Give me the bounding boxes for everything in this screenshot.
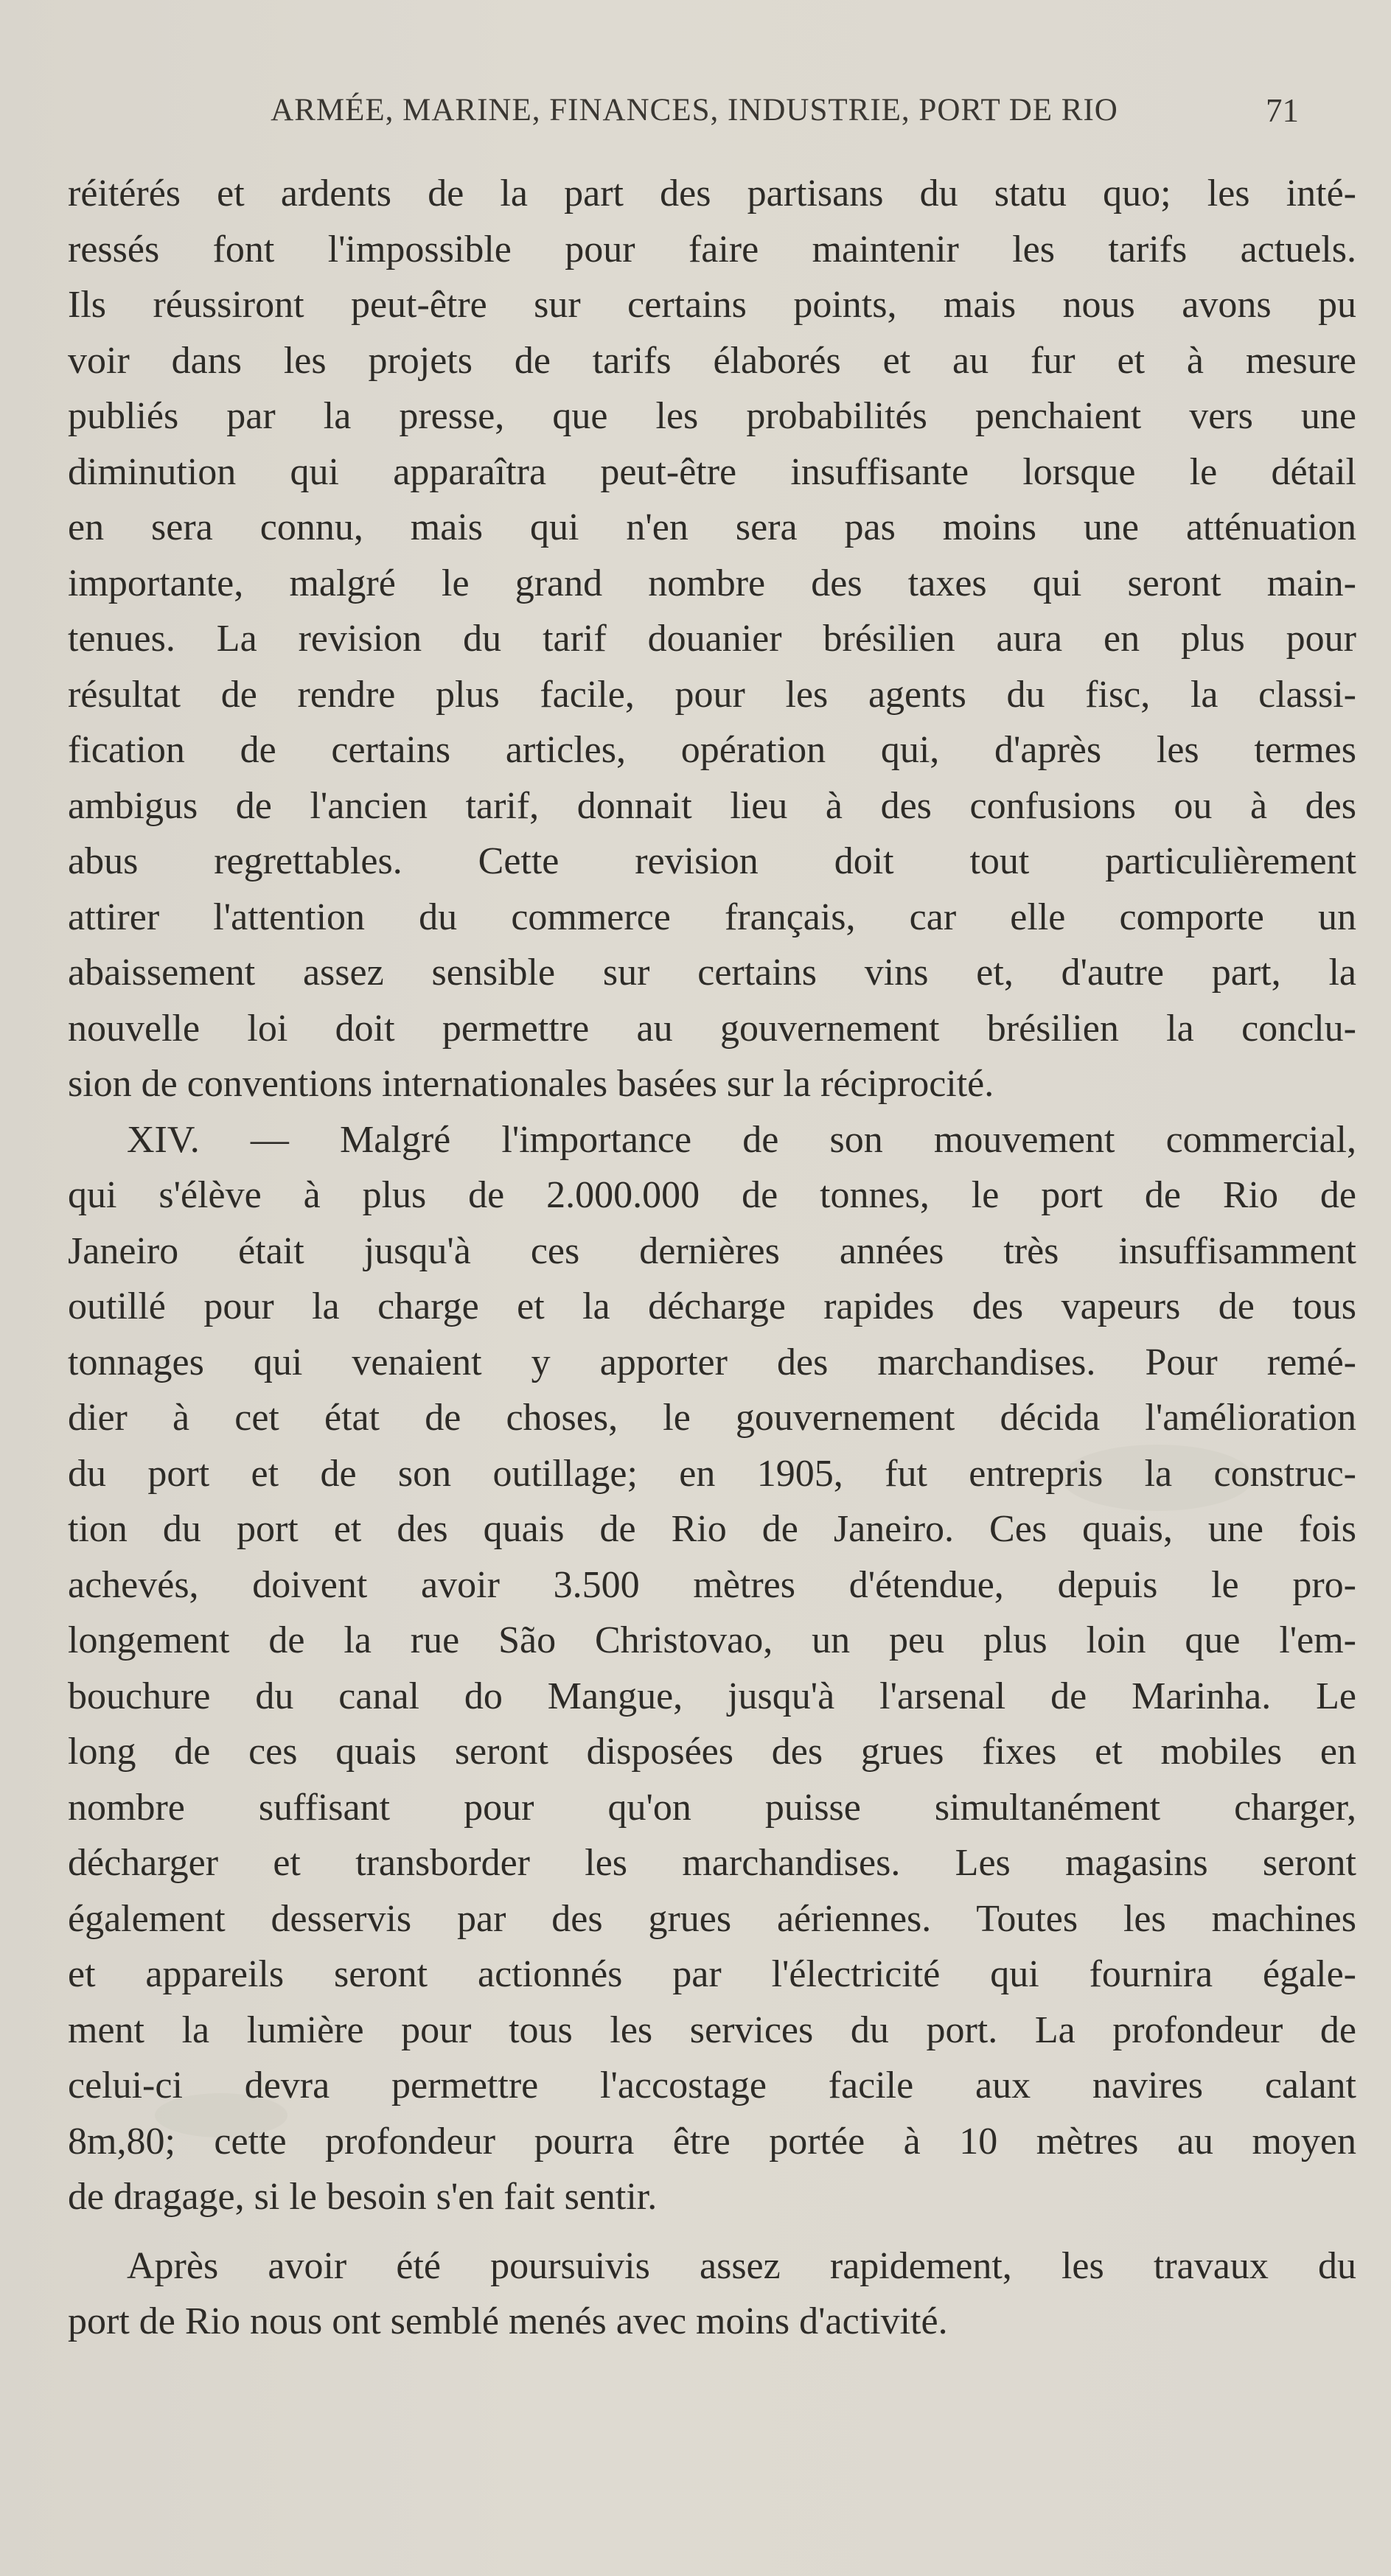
text-line: ressés font l'impossible pour faire maintenir les tarifs actuels. <box>68 228 1356 270</box>
text-body <box>68 166 1356 2350</box>
running-head <box>68 88 1321 133</box>
text-line: ment la lumière pour tous les services du port. La profondeur de <box>68 2008 1356 2051</box>
text-line: nouvelle loi doit permettre au gouvernement brésilien la conclu- <box>68 1007 1356 1050</box>
running-title: ARMÉE, MARINE, FINANCES, INDUSTRIE, PORT DE RIO <box>271 93 1118 128</box>
text-line: tenues. La revision du tarif douanier brésilien aura en plus pour <box>68 618 1356 660</box>
text-line: diminution qui apparaîtra peut-être insuffisante lorsque le détail <box>68 450 1356 493</box>
text-line: du port et de son outillage; en 1905, fut entrepris la construc- <box>68 1452 1356 1495</box>
text-line: port de Rio nous ont semblé menés avec moins d'activité. <box>68 2300 948 2342</box>
text-line: publiés par la presse, que les probabilités penchaient vers une <box>68 395 1356 437</box>
text-line: tonnages qui venaient y apporter des marchandises. Pour remé- <box>68 1341 1356 1383</box>
text-line: 8m,80; cette profondeur pourra être portée à 10 mètres au moyen <box>68 2120 1356 2163</box>
text-line: bouchure du canal do Mangue, jusqu'à l'arsenal de Marinha. Le <box>68 1675 1356 1717</box>
text-line: abus regrettables. Cette revision doit tout particulièrement <box>68 840 1356 882</box>
text-line: et appareils seront actionnés par l'électricité qui fournira égale- <box>68 1953 1356 1995</box>
text-line: voir dans les projets de tarifs élaborés et au fur et à mesure <box>68 339 1356 382</box>
text-line: fication de certains articles, opération qui, d'après les termes <box>68 729 1356 771</box>
text-line: abaissement assez sensible sur certains vins et, d'autre part, la <box>68 952 1356 994</box>
text-line: attirer l'attention du commerce français, car elle comporte un <box>68 896 1356 938</box>
text-line: XIV. — Malgré l'importance de son mouvement commercial, <box>127 1118 1356 1161</box>
text-line: Ils réussiront peut-être sur certains points, mais nous avons pu <box>68 284 1356 326</box>
text-line: celui-ci devra permettre l'accostage facile aux navires calant <box>68 2064 1356 2106</box>
text-line: Après avoir été poursuivis assez rapidement, les travaux du <box>127 2244 1356 2287</box>
text-line: longement de la rue São Christovao, un peu plus loin que l'em- <box>68 1619 1356 1661</box>
text-line: dier à cet état de choses, le gouvernement décida l'amélioration <box>68 1397 1356 1439</box>
text-line: décharger et transborder les marchandises. Les magasins seront <box>68 1842 1356 1884</box>
page-number: 71 <box>1266 92 1299 129</box>
text-line: Janeiro était jusqu'à ces dernières années très insuffisamment <box>68 1229 1356 1272</box>
text-line: de dragage, si le besoin s'en fait sentir. <box>68 2176 658 2218</box>
text-line: sion de conventions internationales basées sur la réciprocité. <box>68 1063 994 1105</box>
paragraph <box>68 166 1356 1112</box>
text-line: ambigus de l'ancien tarif, donnait lieu à des confusions ou à des <box>68 784 1356 827</box>
paragraph <box>68 1112 1356 2225</box>
text-line: réitérés et ardents de la part des partisans du statu quo; les inté- <box>68 172 1356 214</box>
text-line: achevés, doivent avoir 3.500 mètres d'étendue, depuis le pro- <box>68 1563 1356 1606</box>
paragraph <box>68 2238 1356 2350</box>
text-line: nombre suffisant pour qu'on puisse simultanément charger, <box>68 1786 1356 1829</box>
text-line: long de ces quais seront disposées des grues fixes et mobiles en <box>68 1731 1356 1773</box>
text-line: en sera connu, mais qui n'en sera pas moins une atténuation <box>68 506 1356 548</box>
text-line: qui s'élève à plus de 2.000.000 de tonnes, le port de Rio de <box>68 1174 1356 1216</box>
text-line: importante, malgré le grand nombre des taxes qui seront main- <box>68 562 1356 604</box>
text-line: également desservis par des grues aériennes. Toutes les machines <box>68 1897 1356 1940</box>
text-line: outillé pour la charge et la décharge rapides des vapeurs de tous <box>68 1285 1356 1327</box>
text-line: tion du port et des quais de Rio de Janeiro. Ces quais, une fois <box>68 1508 1356 1550</box>
text-line: résultat de rendre plus facile, pour les agents du fisc, la classi- <box>68 673 1356 716</box>
